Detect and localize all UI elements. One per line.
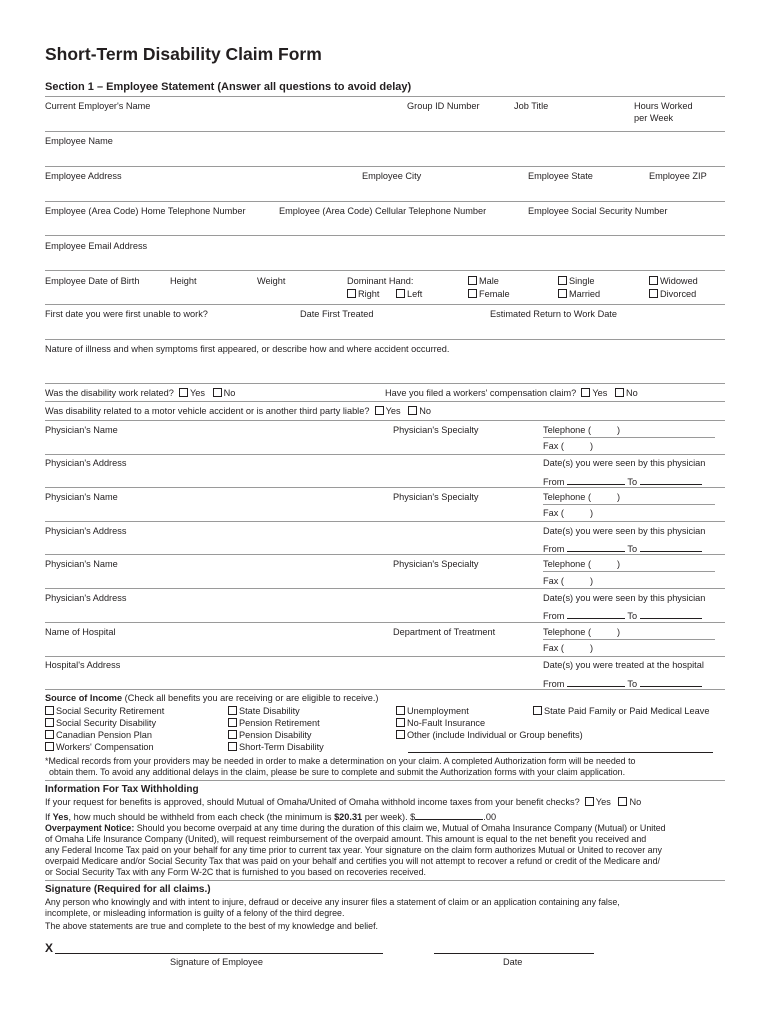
current-employer-field[interactable]: Current Employer's Name (45, 101, 151, 111)
divider (543, 437, 715, 438)
checkbox[interactable] (45, 730, 54, 739)
income-option-label: State Paid Family or Paid Medical Leave (544, 706, 710, 716)
paren: ) (617, 627, 621, 637)
checkbox[interactable] (228, 730, 237, 739)
hospital-name-field[interactable]: Name of Hospital (45, 627, 116, 637)
income-option[interactable] (396, 706, 469, 717)
divider (45, 401, 725, 402)
divider (45, 487, 725, 488)
checkbox[interactable] (396, 706, 405, 715)
employee-name-field[interactable]: Employee Name (45, 136, 113, 146)
signature-x-mark: X (45, 941, 54, 955)
income-option-label: Other (include Individual or Group benefits) (407, 730, 583, 740)
checkbox[interactable] (228, 742, 237, 751)
tax-question (45, 797, 641, 808)
divider (45, 521, 725, 522)
overpayment-line-4: overpaid Medicare and/or Social Security Tax that was paid on your behalf and certifies you will not attempt to recover a refund or credit of the Medicare and/ (45, 856, 661, 866)
income-option-label: Social Security Retirement (56, 706, 165, 716)
divider (45, 554, 725, 555)
from-label: From (543, 611, 565, 621)
fax-field[interactable] (543, 441, 593, 452)
divorced-option[interactable] (649, 289, 696, 300)
motor-vehicle-label: Was disability related to a motor vehicle accident or is another third party liable? (45, 406, 370, 416)
right-hand-option[interactable] (347, 289, 379, 300)
telephone-field[interactable] (543, 627, 620, 638)
dates-seen-label: Date(s) you were seen by this physician (543, 526, 706, 536)
weight-field[interactable]: Weight (257, 276, 286, 286)
work-related-question (45, 388, 235, 399)
telephone-label: Telephone ( (543, 627, 592, 637)
checkbox[interactable] (375, 406, 384, 415)
overpayment-line-5: or Social Security Tax with any Form W-2C that is furnished to you based on recoveries received. (45, 867, 426, 877)
if-text: If (45, 812, 53, 822)
divider (45, 131, 725, 132)
checkbox[interactable] (396, 730, 405, 739)
income-option[interactable] (45, 742, 154, 753)
cents-text: .00 (483, 812, 497, 822)
job-title-field[interactable]: Job Title (514, 101, 549, 111)
income-option-label: Canadian Pension Plan (56, 730, 153, 740)
dates-seen-label: Date(s) you were seen by this physician (543, 593, 706, 603)
physician-address-field[interactable]: Physician's Address (45, 526, 127, 536)
medical-note-line-2: obtain them. To avoid any additional delays in the claim, please be sure to complete and submit the Authorization forms with your claim application. (49, 767, 626, 777)
source-of-income-bold: Source of Income (45, 693, 123, 703)
divider (45, 689, 725, 690)
checkbox[interactable] (179, 388, 188, 397)
income-option-label: Unemployment (407, 706, 469, 716)
department-treatment-field[interactable]: Department of Treatment (393, 627, 496, 637)
yes-label: Yes (595, 797, 611, 807)
income-option[interactable] (228, 718, 320, 729)
checkbox[interactable] (585, 797, 594, 806)
fax-label: Fax ( (543, 508, 564, 518)
checkbox[interactable] (468, 276, 477, 285)
to-label: To (627, 679, 638, 689)
fax-label: Fax ( (543, 643, 564, 653)
income-option[interactable] (45, 718, 156, 729)
dominant-hand-label: Dominant Hand: (347, 276, 414, 286)
income-option-label: No-Fault Insurance (407, 718, 486, 728)
divider (45, 880, 725, 881)
right-label: Right (358, 289, 380, 299)
to-label: To (627, 544, 638, 554)
source-of-income-note: (Check all benefits you are receiving or are eligible to receive.) (122, 693, 379, 703)
from-date-input[interactable] (567, 542, 625, 552)
paren: ) (589, 508, 593, 518)
date-line[interactable] (434, 953, 594, 954)
hours-worked-label-1[interactable]: Hours Worked (634, 101, 693, 111)
left-label: Left (407, 289, 423, 299)
physician-specialty-field[interactable]: Physician's Specialty (393, 425, 479, 435)
amount-text: per week). $ (362, 812, 416, 822)
checkbox[interactable] (468, 289, 477, 298)
divorced-label: Divorced (660, 289, 697, 299)
checkbox[interactable] (615, 388, 624, 397)
checkbox[interactable] (347, 289, 356, 298)
income-option[interactable] (228, 730, 312, 741)
fax-label: Fax ( (543, 441, 564, 451)
nature-of-illness-field[interactable]: Nature of illness and when symptoms first appeared, or describe how and where accident occurred. (45, 344, 450, 354)
withholding-amount-input[interactable] (415, 810, 483, 820)
hospital-address-field[interactable]: Hospital's Address (45, 660, 121, 670)
income-option[interactable] (45, 730, 152, 741)
cell-phone-field[interactable]: Employee (Area Code) Cellular Telephone Number (279, 206, 487, 216)
checkbox[interactable] (649, 289, 658, 298)
from-date-input[interactable] (567, 475, 625, 485)
widowed-option[interactable] (649, 276, 698, 287)
divider (45, 656, 725, 657)
physician-address-field[interactable]: Physician's Address (45, 458, 127, 468)
single-option[interactable] (558, 276, 595, 287)
checkbox[interactable] (45, 706, 54, 715)
income-option-label: Pension Retirement (239, 718, 320, 728)
dob-field[interactable]: Employee Date of Birth (45, 276, 140, 286)
medical-note-line-1: *Medical records from your providers may be needed in order to make a determination on your claim. A completed Authorization form will be needed to (45, 756, 636, 766)
income-option-label: Social Security Disability (56, 718, 157, 728)
to-date-input[interactable] (640, 677, 702, 687)
telephone-label: Telephone ( (543, 492, 592, 502)
paren: ) (617, 425, 621, 435)
divider (45, 339, 725, 340)
checkbox[interactable] (228, 718, 237, 727)
checkbox[interactable] (396, 289, 405, 298)
telephone-field[interactable] (543, 559, 620, 570)
divider (45, 588, 725, 589)
employee-zip-field[interactable]: Employee ZIP (649, 171, 707, 181)
hours-worked-label-2: per Week (634, 113, 674, 123)
from-date-input[interactable] (567, 609, 625, 619)
telephone-field[interactable] (543, 425, 620, 436)
from-label: From (543, 544, 565, 554)
physician-name-field[interactable]: Physician's Name (45, 559, 118, 569)
signature-heading: Signature (Required for all claims.) (45, 884, 211, 895)
overpayment-line-3: any Federal Income Tax paid on your behalf for any time prior to current tax year. Your signature on the claim form authorizes Mutual or United to recover any (45, 845, 662, 855)
ssn-field[interactable]: Employee Social Security Number (528, 206, 668, 216)
source-of-income-heading (45, 693, 378, 704)
home-phone-field[interactable]: Employee (Area Code) Home Telephone Number (45, 206, 246, 216)
physician-name-field[interactable]: Physician's Name (45, 425, 118, 435)
female-option[interactable] (468, 289, 510, 300)
withholding-amount (45, 810, 496, 823)
employee-state-field[interactable]: Employee State (528, 171, 593, 181)
married-label: Married (569, 289, 601, 299)
divider (45, 96, 725, 97)
divider (45, 304, 725, 305)
minimum-amount: $20.31 (334, 812, 363, 822)
checkbox[interactable] (581, 388, 590, 397)
group-id-field[interactable]: Group ID Number (407, 101, 480, 111)
divider (45, 166, 725, 167)
checkbox[interactable] (45, 742, 54, 751)
paren: ) (589, 441, 593, 451)
income-option[interactable] (396, 730, 583, 741)
work-related-label: Was the disability work related? (45, 388, 174, 398)
fax-label: Fax ( (543, 576, 564, 586)
dates-seen-label: Date(s) you were seen by this physician (543, 458, 706, 468)
divider (45, 201, 725, 202)
true-statement: The above statements are true and complete to the best of my knowledge and belief. (45, 921, 379, 931)
to-date-input[interactable] (640, 542, 702, 552)
checkbox[interactable] (618, 797, 627, 806)
tax-heading: Information For Tax Withholding (45, 784, 199, 795)
checkbox[interactable] (558, 276, 567, 285)
divider (45, 270, 725, 271)
single-label: Single (569, 276, 595, 286)
checkbox[interactable] (533, 706, 542, 715)
signature-line[interactable] (55, 953, 383, 954)
from-label: From (543, 477, 565, 487)
income-option-label: Workers' Compensation (56, 742, 154, 752)
physician-specialty-field[interactable]: Physician's Specialty (393, 492, 479, 502)
female-label: Female (479, 289, 510, 299)
fraud-line-1: Any person who knowingly and with intent to injure, defraud or deceive any insurer files a statement of claim or an application containing any false, (45, 897, 620, 907)
yes-label: Yes (592, 388, 608, 398)
form-title: Short-Term Disability Claim Form (45, 44, 322, 64)
estimated-return-field[interactable]: Estimated Return to Work Date (490, 309, 617, 319)
workers-comp-question (385, 388, 638, 399)
from-label: From (543, 679, 565, 689)
no-label: No (629, 797, 642, 807)
to-label: To (627, 477, 638, 487)
divider (543, 639, 715, 640)
height-field[interactable]: Height (170, 276, 197, 286)
email-field[interactable]: Employee Email Address (45, 241, 148, 251)
paren: ) (617, 492, 621, 502)
checkbox[interactable] (45, 718, 54, 727)
divider (45, 383, 725, 384)
checkbox[interactable] (213, 388, 222, 397)
telephone-field[interactable] (543, 492, 620, 503)
fax-field[interactable] (543, 508, 593, 519)
amount-text: , how much should be withheld from each check (the minimum is (68, 812, 335, 822)
signature-label: Signature of Employee (170, 957, 263, 967)
motor-vehicle-question (45, 406, 431, 417)
from-to-field[interactable] (543, 609, 702, 622)
divider (45, 420, 725, 421)
overpayment-text: Should you become overpaid at any time during the duration of this claim we, Mutual of Omaha Insurance Company (Mutual) or United (134, 823, 666, 833)
divider (543, 571, 715, 572)
employee-city-field[interactable]: Employee City (362, 171, 422, 181)
income-option-label: State Disability (239, 706, 300, 716)
physician-name-field[interactable]: Physician's Name (45, 492, 118, 502)
income-option-label: Pension Disability (239, 730, 312, 740)
widowed-label: Widowed (660, 276, 698, 286)
divider (45, 454, 725, 455)
paren: ) (589, 643, 593, 653)
fax-field[interactable] (543, 643, 593, 654)
divider (45, 235, 725, 236)
paren: ) (589, 576, 593, 586)
overpayment-line-2: of Omaha Life Insurance Company (United), will request reimbursement of the overpaid amount. This amount is equal to the net benefit you received and (45, 834, 647, 844)
income-option[interactable] (396, 718, 485, 729)
divider (45, 780, 725, 781)
tax-question-text: If your request for benefits is approved, should Mutual of Omaha/United of Omaha withhold income taxes from your benefit checks? (45, 797, 580, 807)
yes-label: Yes (189, 388, 205, 398)
fraud-line-2: incomplete, or misleading information is guilty of a felony of the third degree. (45, 908, 345, 918)
employee-address-field[interactable]: Employee Address (45, 171, 122, 181)
dates-treated-label: Date(s) you were treated at the hospital (543, 660, 704, 670)
date-first-treated-field[interactable]: Date First Treated (300, 309, 374, 319)
no-label: No (626, 388, 638, 398)
section1-title: Section 1 – Employee Statement (Answer all questions to avoid delay) (45, 81, 412, 93)
physician-address-field[interactable]: Physician's Address (45, 593, 127, 603)
checkbox[interactable] (396, 718, 405, 727)
from-date-input[interactable] (567, 677, 625, 687)
telephone-label: Telephone ( (543, 425, 592, 435)
other-benefits-input[interactable] (408, 752, 713, 753)
male-option[interactable] (468, 276, 499, 287)
overpayment-bold: Overpayment Notice: (45, 823, 135, 833)
male-label: Male (479, 276, 499, 286)
income-option[interactable] (228, 706, 300, 717)
yes-label: Yes (385, 406, 401, 416)
physician-specialty-field[interactable]: Physician's Specialty (393, 559, 479, 569)
checkbox[interactable] (228, 706, 237, 715)
divider (45, 622, 725, 623)
paren: ) (617, 559, 621, 569)
no-label: No (223, 388, 236, 398)
to-label: To (627, 611, 638, 621)
telephone-label: Telephone ( (543, 559, 592, 569)
checkbox[interactable] (558, 289, 567, 298)
to-date-input[interactable] (640, 609, 702, 619)
date-label: Date (503, 957, 523, 967)
income-option-label: Short-Term Disability (239, 742, 324, 752)
left-hand-option[interactable] (396, 289, 422, 300)
first-date-unable-field[interactable]: First date you were first unable to work? (45, 309, 208, 319)
income-option[interactable] (533, 706, 709, 717)
workers-comp-label: Have you filed a workers' compensation claim? (385, 388, 577, 398)
income-option[interactable] (45, 706, 164, 717)
checkbox[interactable] (649, 276, 658, 285)
income-option[interactable] (228, 742, 324, 753)
divider (543, 504, 715, 505)
checkbox[interactable] (408, 406, 417, 415)
to-date-input[interactable] (640, 475, 702, 485)
fax-field[interactable] (543, 576, 593, 587)
overpayment-line-1 (45, 823, 666, 834)
no-label: No (419, 406, 431, 416)
married-option[interactable] (558, 289, 600, 300)
yes-bold: Yes (52, 812, 69, 822)
